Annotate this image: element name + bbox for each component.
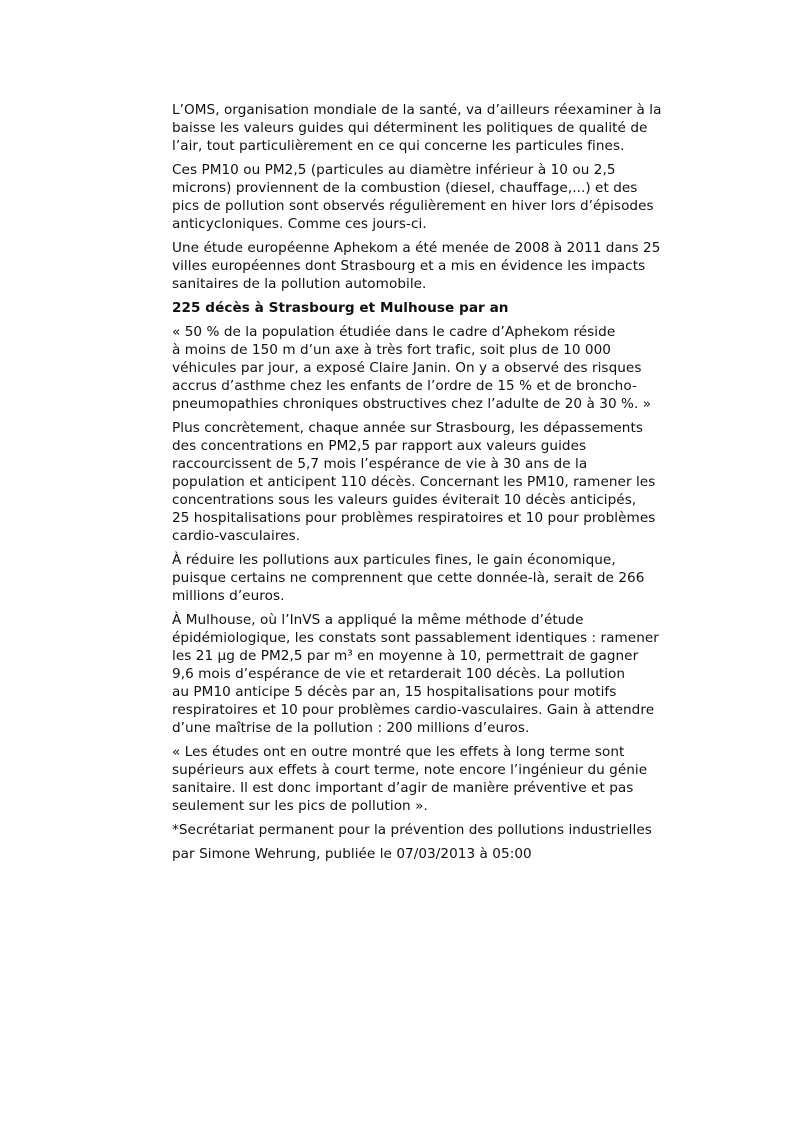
text-line: 9,6 mois d’espérance de vie et retarderait 100 décès. La pollution [172,666,626,682]
text-line: sanitaires de la pollution automobile. [172,276,427,292]
text-line: seulement sur les pics de pollution ». [172,798,428,814]
paragraph-aphekom [172,239,712,293]
paragraph-quote-janin [172,323,712,413]
body-section [172,323,712,815]
text-line: respiratoires et 10 pour problèmes cardio-vasculaires. Gain à attendre [172,702,655,718]
paragraph-strasbourg [172,419,712,545]
text-line: sanitaire. Il est donc important d’agir de manière préventive et pas [172,780,634,796]
text-line: supérieurs aux effets à court terme, note encore l’ingénieur du génie [172,762,648,778]
footnote [172,821,712,839]
byline [172,845,712,863]
text-line: l’air, tout particulièrement en ce qui concerne les particules fines. [172,138,625,154]
paragraph-pm10 [172,161,712,233]
text-line: villes européennes dont Strasbourg et a mis en évidence les impacts [172,258,646,274]
text-line: microns) proviennent de la combustion (diesel, chauffage,...) et des [172,180,638,196]
text-line: « 50 % de la population étudiée dans le cadre d’Aphekom réside [172,324,616,340]
text-line: anticycloniques. Comme ces jours-ci. [172,216,427,232]
text-line: puisque certains ne comprennent que cette donnée-là, serait de 266 [172,570,645,586]
text-line: au PM10 anticipe 5 décès par an, 15 hospitalisations pour motifs [172,684,617,700]
text-line: véhicules par jour, a exposé Claire Janin. On y a observé des risques [172,360,642,376]
text-line: des concentrations en PM2,5 par rapport aux valeurs guides [172,438,587,454]
text-line: les 21 µg de PM2,5 par m³ en moyenne à 10, permettrait de gagner [172,648,639,664]
paragraph-quote-engineer [172,743,712,815]
paragraph-economic-gain [172,551,712,605]
text-line: Ces PM10 ou PM2,5 (particules au diamètre inférieur à 10 ou 2,5 [172,162,616,178]
text-line: millions d’euros. [172,588,285,604]
text-line: 25 hospitalisations pour problèmes respiratoires et 10 pour problèmes [172,510,656,526]
text-line: « Les études ont en outre montré que les effets à long terme sont [172,744,625,760]
text-line: population et anticipent 110 décès. Concernant les PM10, ramener les [172,474,656,490]
paragraph-oms [172,101,712,155]
text-line: baisse les valeurs guides qui déterminent les politiques de qualité de [172,120,648,136]
section-heading: 225 décès à Strasbourg et Mulhouse par an [172,300,509,316]
article-page [172,101,712,869]
text-line: Une étude européenne Aphekom a été menée de 2008 à 2011 dans 25 [172,240,661,256]
text-line: raccourcissent de 5,7 mois l’espérance de vie à 30 ans de la [172,456,588,472]
text-line: À Mulhouse, où l’InVS a appliqué la même méthode d’étude [172,612,584,628]
footnote-text: *Secrétariat permanent pour la prévention des pollutions industrielles [172,822,652,838]
text-line: L’OMS, organisation mondiale de la santé, va d’ailleurs réexaminer à la [172,102,662,118]
text-line: Plus concrètement, chaque année sur Strasbourg, les dépassements [172,420,643,436]
text-line: épidémiologique, les constats sont passablement identiques : ramener [172,630,659,646]
text-line: cardio-vasculaires. [172,528,301,544]
text-line: d’une maîtrise de la pollution : 200 millions d’euros. [172,720,530,736]
text-line: à moins de 150 m d’un axe à très fort trafic, soit plus de 10 000 [172,342,611,358]
text-line: pics de pollution sont observés régulièrement en hiver lors d’épisodes [172,198,654,214]
text-line: À réduire les pollutions aux particules fines, le gain économique, [172,552,616,568]
byline-text: par Simone Wehrung, publiée le 07/03/2013 à 05:00 [172,846,532,862]
intro-section [172,101,712,293]
text-line: pneumopathies chroniques obstructives chez l’adulte de 20 à 30 %. » [172,396,652,412]
text-line: accrus d’asthme chez les enfants de l’ordre de 15 % et de broncho- [172,378,637,394]
paragraph-mulhouse [172,611,712,737]
text-line: concentrations sous les valeurs guides éviterait 10 décès anticipés, [172,492,637,508]
